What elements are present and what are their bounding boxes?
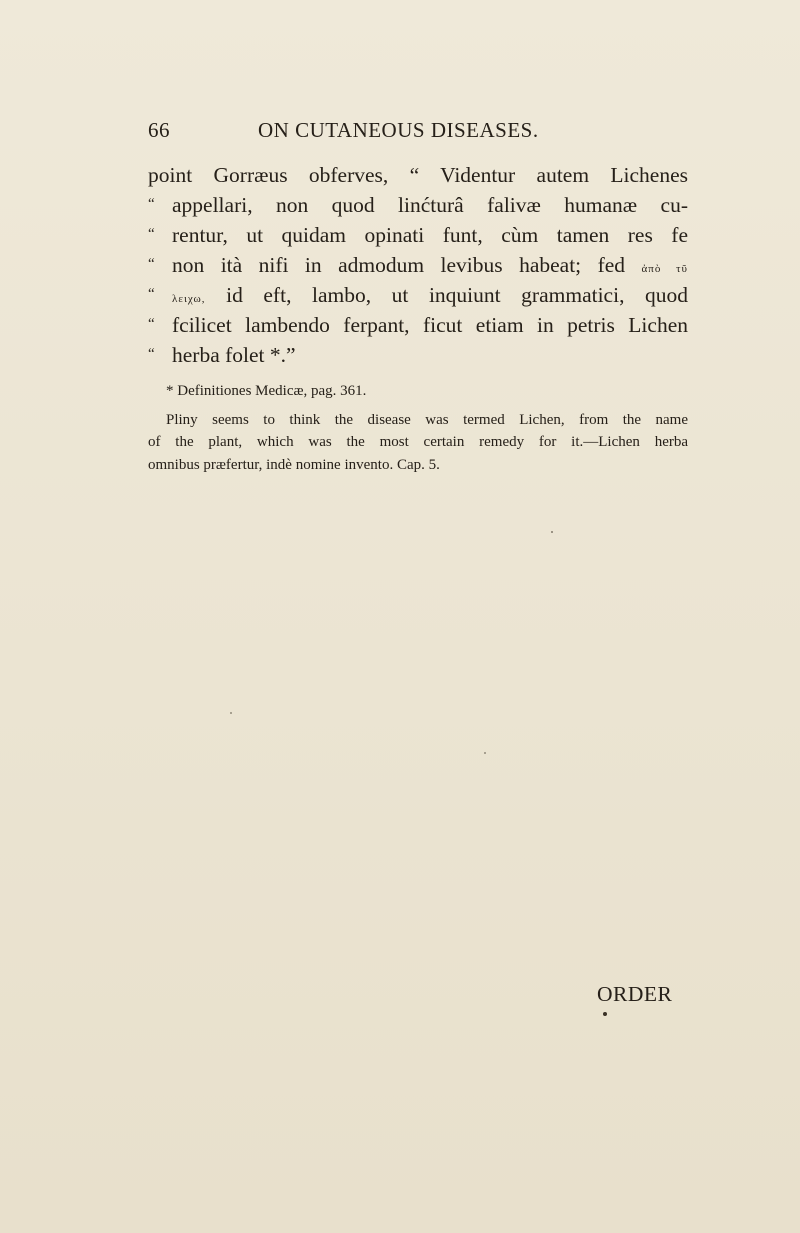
quote-mark: “ (148, 316, 155, 332)
ink-speck (551, 531, 553, 533)
footnote-reference: * Definitiones Medicæ, pag. 361. (166, 383, 367, 399)
page-number: 66 (148, 118, 170, 142)
footnote-line: Pliny seems to think the disease was termed Lichen, from the name (166, 411, 688, 428)
running-head (148, 118, 568, 146)
quote-mark: “ (148, 196, 155, 212)
greek-word: ἀπὸ τῦ (641, 263, 689, 275)
footnote-line: omnibus præfertur, indè nomine invento. Cap. 5. (148, 456, 440, 473)
text-line: “ non ità nifi in admodum levibus habeat; fed ἀπὸ τῦ (148, 250, 688, 280)
footnotes (148, 380, 688, 476)
quote-mark: “ (148, 346, 155, 362)
text-line: “ appellari, non quod linćturâ falivæ humanæ cu- (148, 190, 688, 220)
ink-speck (230, 712, 232, 714)
quote-mark: “ (148, 226, 155, 242)
text-line: “ λειχω, id eft, lambo, ut inquiunt grammatici, quod (148, 280, 688, 310)
ink-speck (484, 752, 486, 754)
text-line: “ rentur, ut quidam opinati funt, cùm tamen res fe (148, 220, 688, 250)
running-title: ON CUTANEOUS DISEASES. (258, 118, 539, 142)
text-line: “ herba folet *.” (148, 340, 688, 370)
ink-speck (603, 1012, 607, 1016)
text-line: point Gorræus obferves, “ Videntur autem Lichenes (148, 163, 688, 187)
quote-mark: “ (148, 286, 155, 302)
quote-mark: “ (148, 256, 155, 272)
footnote-line: of the plant, which was the most certain remedy for it.—Lichen herba (148, 434, 688, 450)
main-text (148, 160, 688, 370)
greek-word: λειχω, (172, 293, 206, 305)
catchword: ORDER (597, 982, 673, 1006)
text-line: “ fcilicet lambendo ferpant, ficut etiam in petris Lichen (148, 310, 688, 340)
